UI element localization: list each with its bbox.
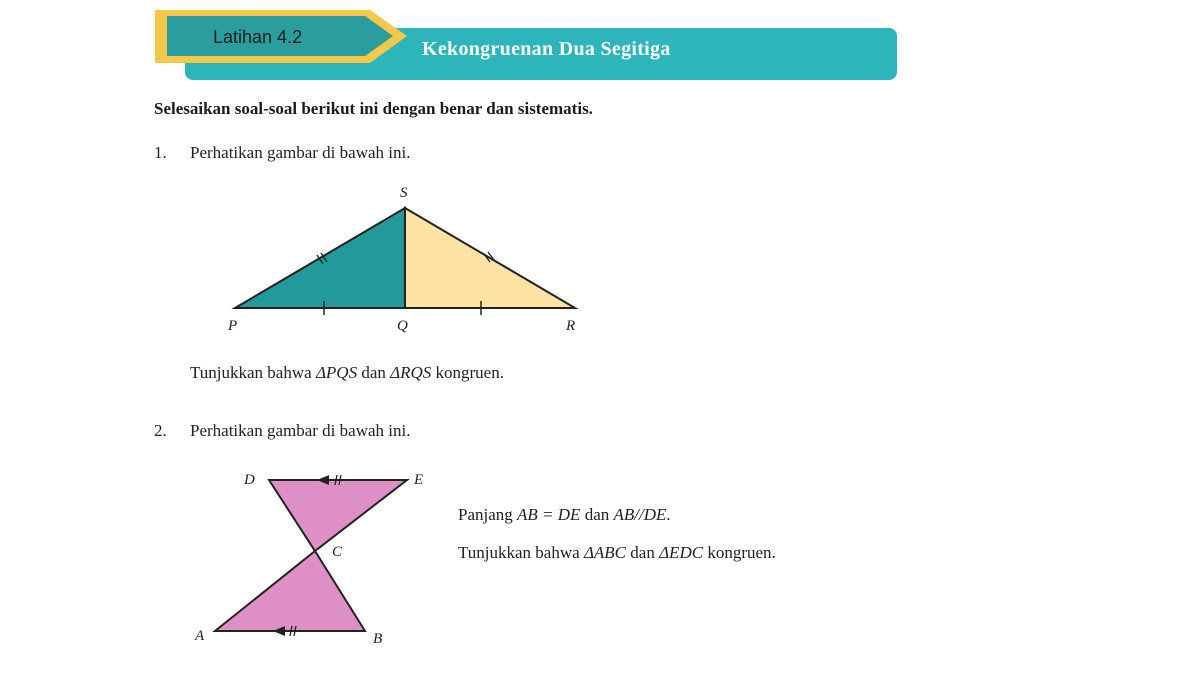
question-2-task: Tunjukkan bahwa ΔABC dan ΔEDC kongruen.: [458, 543, 776, 562]
section-title: Kekongruenan Dua Segitiga: [422, 38, 671, 60]
triangle-abc: [215, 551, 365, 631]
label-d: D: [244, 472, 255, 488]
question-1-task: Tunjukkan bahwa ΔPQS dan ΔRQS kongruen.: [190, 363, 504, 382]
question-2-given: Panjang AB = DE dan AB//DE.: [458, 505, 671, 524]
triangle-abc-label: ΔABC: [583, 543, 627, 562]
question-2-number: 2.: [154, 421, 167, 440]
exercise-tag: Latihan 4.2: [213, 27, 303, 47]
label-c: C: [332, 544, 343, 560]
question-1-prompt: Perhatikan gambar di bawah ini.: [190, 143, 411, 162]
triangle-pqs-label: ΔPQS: [315, 363, 358, 382]
triangle-edc: [269, 480, 407, 551]
label-r: R: [566, 318, 576, 334]
figure-2: [185, 460, 435, 655]
label-s: S: [400, 185, 408, 201]
triangle-rqs: [405, 208, 575, 308]
triangle-pqs: [235, 208, 405, 308]
triangle-rqs-label: ΔRQS: [390, 363, 432, 382]
question-1-number: 1.: [154, 143, 167, 162]
question-2-prompt: Perhatikan gambar di bawah ini.: [190, 421, 411, 440]
label-e: E: [414, 472, 424, 488]
label-b: B: [373, 631, 383, 647]
label-a: A: [195, 628, 205, 644]
label-p: P: [228, 318, 238, 334]
label-q: Q: [397, 318, 408, 334]
instruction-text: Selesaikan soal-soal berikut ini dengan benar dan sistematis.: [154, 99, 593, 118]
figure-1: [220, 180, 600, 340]
triangle-edc-label: ΔEDC: [659, 543, 704, 562]
